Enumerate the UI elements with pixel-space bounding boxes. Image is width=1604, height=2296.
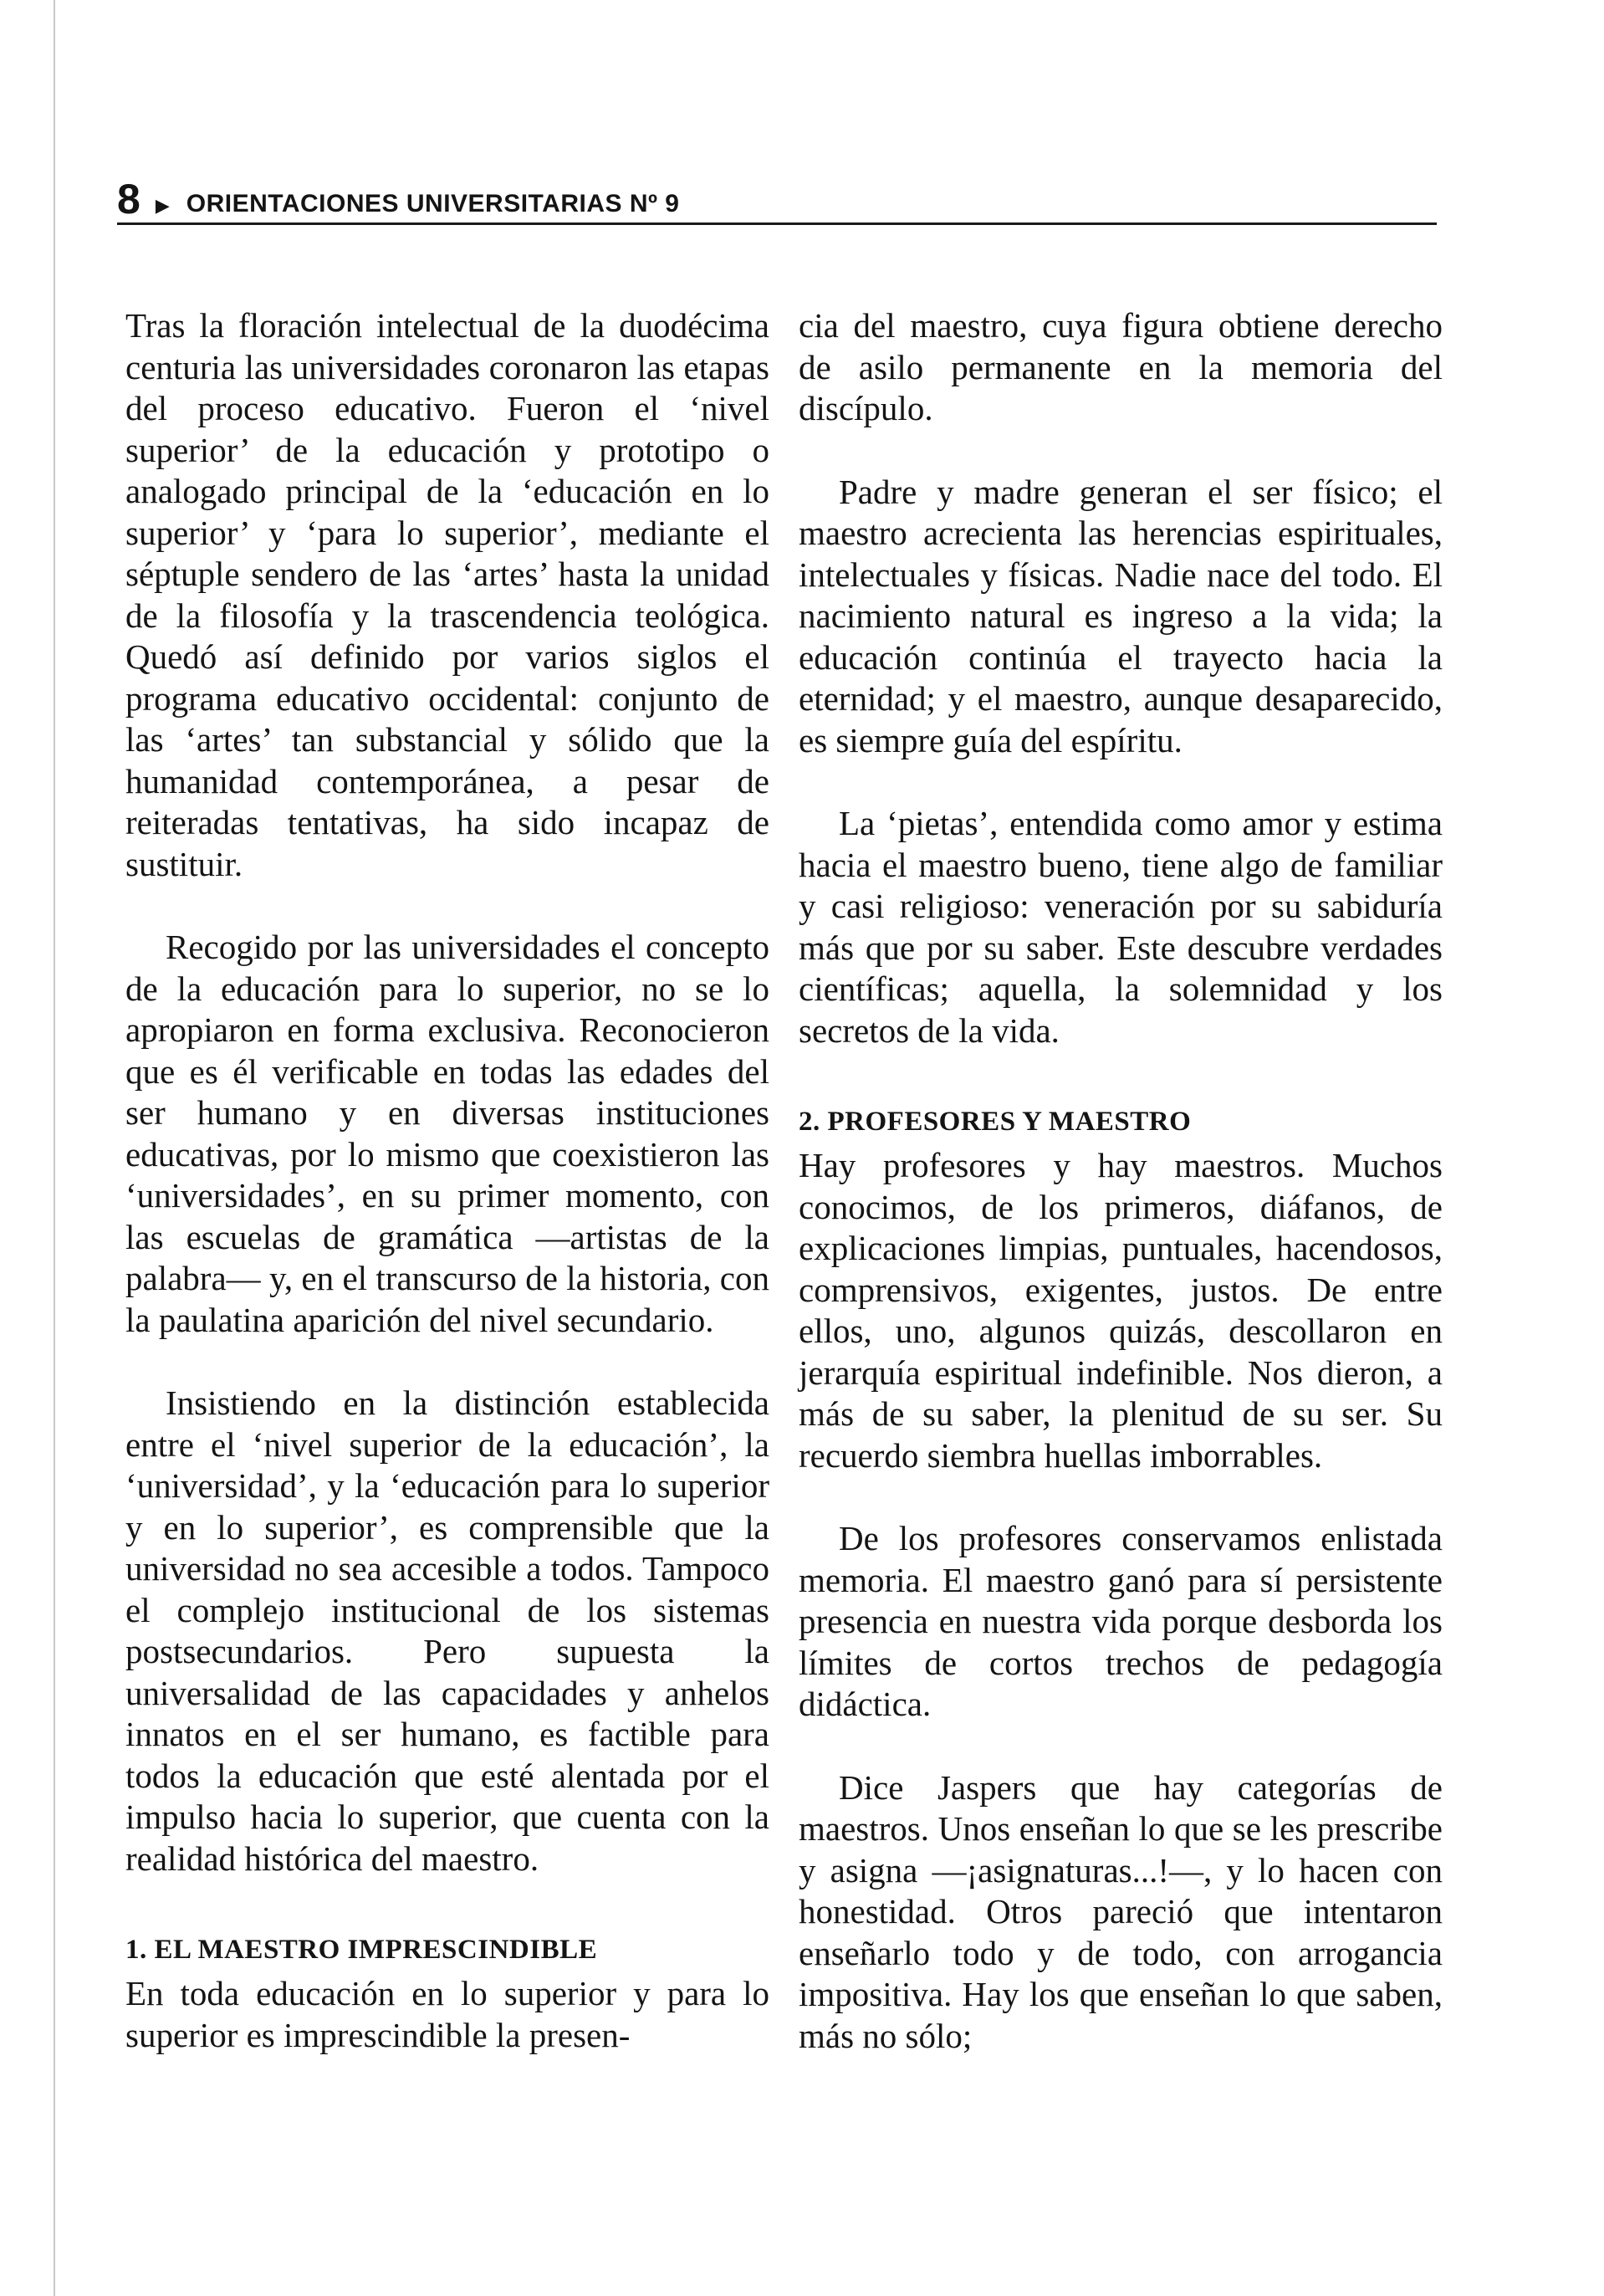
paragraph: La ‘pietas’, entendida como amor y estima hacia el maestro bueno, tiene algo de familiar y casi religioso: veneración por su sabiduría más que por su saber. Este descubre verdades científicas; aquella, la solemnidad y los secretos de la vida. [799, 804, 1443, 1050]
paragraph: De los profesores conservamos enlistada memoria. El maestro ganó para sí persistente presencia en nuestra vida porque desborda los límites de cortos trechos de pedagogía didáctica. [799, 1519, 1443, 1723]
page-number: 8 [117, 176, 140, 222]
paragraph: Tras la floración intelectual de la duodécima centuria las universidades coronaron las etapas del proceso educativo. Fueron el ‘nivel superior’ de la educación y prototipo o analogado principal de la ‘educación en lo superior’ y ‘para lo superior’, mediante el séptuple sendero de las ‘artes’ hasta la unidad de la filosofía y la trascendencia teológica. Quedó así definido por varios siglos el programa educativo occidental: conjunto de las ‘artes’ tan substancial y sólido que la humanidad contemporánea, a pesar de reiteradas tentativas, ha sido incapaz de sustituir. [125, 306, 769, 883]
paragraph: Hay profesores y hay maestros. Muchos conocimos, de los primeros, diáfanos, de explicaciones limpias, puntuales, hacendosos, comprensivos, exigentes, justos. De entre ellos, uno, algunos quizás, descollaron en jerarquía espiritual indefinible. Nos dieron, a más de su saber, la plenitud de su ser. Su recuerdo siembra huellas imborrables. [799, 1146, 1443, 1475]
paragraph: Insistiendo en la distinción establecida entre el ‘nivel superior de la educación’, la ‘universidad’, y la ‘educación para lo superior y en lo superior’, es comprensible que la universidad no sea accesible a todos. Tampoco el complejo institucional de los sistemas postsecundarios. Pero supuesta la universalidad de las capacidades y anhelos innatos en el ser humano, es factible para todos la educación que esté alentada por el impulso hacia lo superior, que cuenta con la realidad histórica del maestro. [125, 1383, 769, 1878]
page-header [117, 176, 1437, 222]
publication-title: ORIENTACIONES UNIVERSITARIAS Nº 9 [186, 190, 680, 217]
section-heading: 1. EL MAESTRO IMPRESCINDIBLE [125, 1935, 598, 1965]
paragraph: En toda educación en lo superior y para lo superior es imprescindible la presen- [125, 1974, 769, 2054]
paragraph: cia del maestro, cuya figura obtiene derecho de asilo permanente en la memoria del discípulo. [799, 306, 1443, 427]
paragraph: Recogido por las universidades el concepto de la educación para lo superior, no se lo apropiaron en forma exclusiva. Reconocieron que es él verificable en todas las edades del ser humano y en diversas instituciones educativas, por lo mismo que coexistieron las ‘universidades’, en su primer momento, con las escuelas de gramática —artistas de la palabra— y, en el transcurso de la historia, con la paulatina aparición del nivel secundario. [125, 928, 769, 1339]
paragraph: Dice Jaspers que hay categorías de maestros. Unos enseñan lo que se les prescribe y asigna —¡asignaturas...!—, y lo hacen con honestidad. Otros pareció que intentaron enseñarlo todo y de todo, con arrogancia impositiva. Hay los que enseñan lo que saben, más no sólo; [799, 1767, 1443, 2055]
left-column [125, 305, 769, 2056]
right-column [799, 305, 1443, 2057]
arrow-right-icon: ▶ [155, 195, 170, 216]
section-heading: 2. PROFESORES Y MAESTRO [799, 1107, 1192, 1137]
paragraph: Padre y madre generan el ser físico; el maestro acrecienta las herencias espirituales, intelectuales y físicas. Nadie nace del todo. El nacimiento natural es ingreso a la vida; la educación continúa el trayecto hacia la eternidad; y el maestro, aunque desaparecido, es siempre guía del espíritu. [799, 472, 1443, 759]
header-rule [117, 222, 1437, 225]
scan-edge-line [54, 0, 55, 2296]
